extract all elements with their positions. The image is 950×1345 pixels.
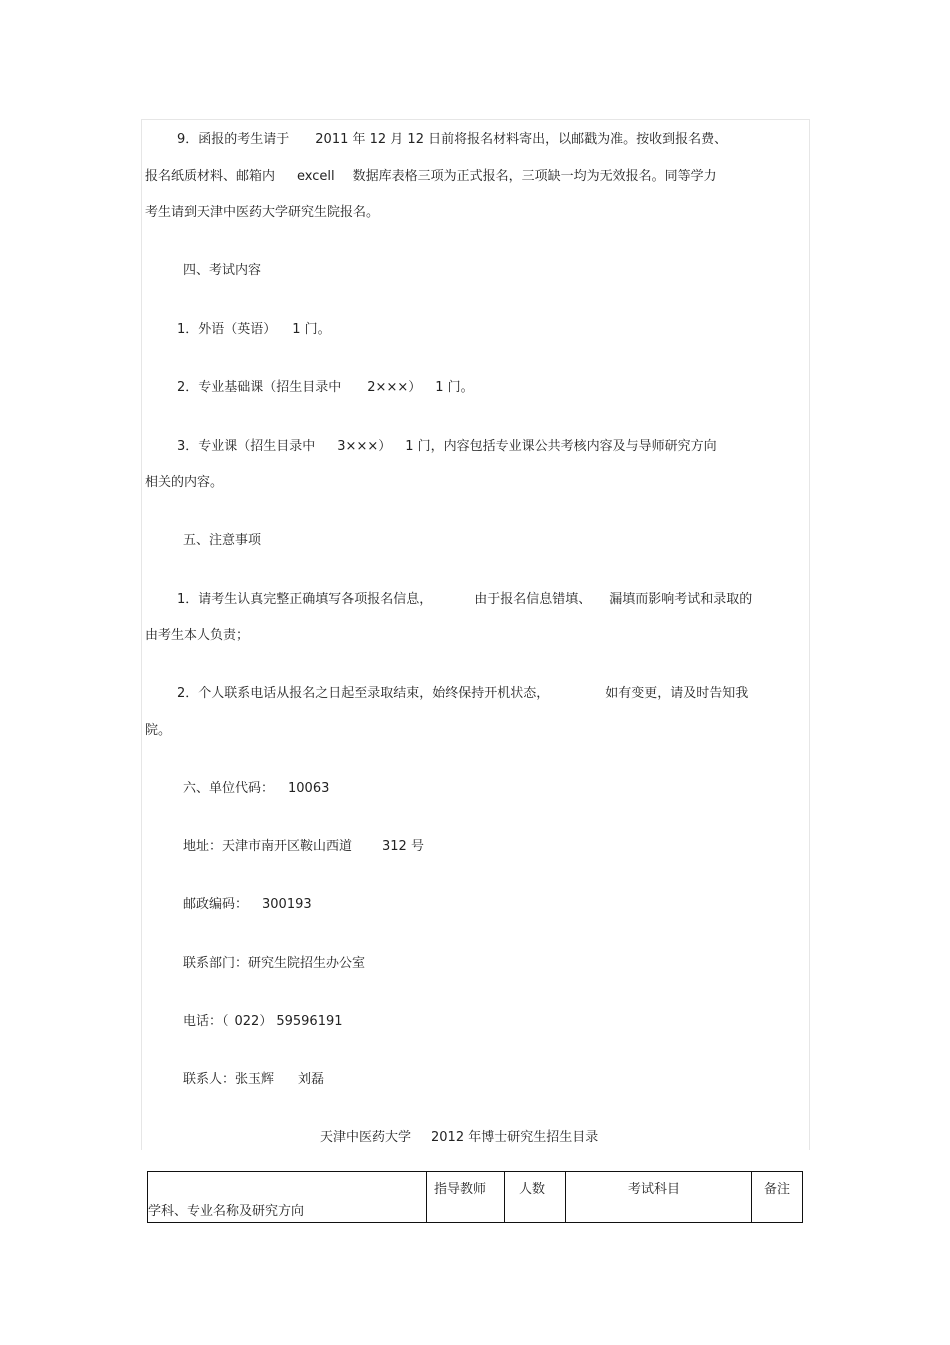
section5-item2-cont: 院。 — [145, 723, 172, 738]
section5-item1: 1．请考生认真完整正确填写各项报名信息， 由于报名信息错填、 漏填而影响考试和录取的 — [177, 592, 753, 607]
section4-item2: 2．专业基础课（招生目录中 2×××） 1 门。 — [177, 380, 474, 395]
col-note — [752, 1172, 803, 1223]
contact-person: 联系人：张玉辉 刘磊 — [183, 1072, 325, 1087]
contact-dept: 联系部门：研究生院招生办公室 — [183, 956, 366, 971]
col-count — [505, 1172, 566, 1223]
section4-item3: 3．专业课（招生目录中 3×××） 1 门，内容包括专业课公共考核内容及与导师研究方向 — [177, 439, 717, 454]
section5-item2: 2．个人联系电话从报名之日起至录取结束，始终保持开机状态， 如有变更，请及时告知我 — [177, 686, 749, 701]
col-advisor-label: 指导教师 — [434, 1182, 487, 1197]
catalog-table — [147, 1171, 803, 1223]
col-note-label: 备注 — [764, 1182, 791, 1197]
item9-line3: 考生请到天津中医药大学研究生院报名。 — [145, 205, 380, 220]
postal-code: 邮政编码： 300193 — [183, 897, 312, 912]
col-advisor — [427, 1172, 505, 1223]
catalog-title: 天津中医药大学 2012 年博士研究生招生目录 — [320, 1130, 599, 1145]
section4-item3-cont: 相关的内容。 — [145, 475, 224, 490]
section4-item1: 1．外语（英语） 1 门。 — [177, 322, 331, 337]
unit-code: 六、单位代码： 10063 — [183, 781, 330, 796]
section5-heading: 五、注意事项 — [183, 533, 262, 548]
item9-line1: 9．函报的考生请于 2011 年 12 月 12 日前将报名材料寄出，以邮戳为准。按收到报名费、 — [177, 132, 728, 147]
section4-heading: 四、考试内容 — [183, 263, 262, 278]
telephone: 电话：（ 022） 59596191 — [183, 1014, 343, 1029]
section5-item1-cont: 由考生本人负责； — [145, 628, 250, 643]
table-header-row — [148, 1172, 803, 1223]
address: 地址：天津市南开区鞍山西道 312 号 — [183, 839, 424, 854]
col-subject-label: 学科、专业名称及研究方向 — [148, 1204, 305, 1219]
col-subject — [148, 1172, 427, 1223]
col-exam — [566, 1172, 752, 1223]
col-count-label: 人数 — [519, 1182, 546, 1197]
item9-line2: 报名纸质材料、邮箱内 excell 数据库表格三项为正式报名，三项缺一均为无效报名。同等学力 — [145, 169, 717, 184]
col-exam-label: 考试科目 — [628, 1182, 681, 1197]
